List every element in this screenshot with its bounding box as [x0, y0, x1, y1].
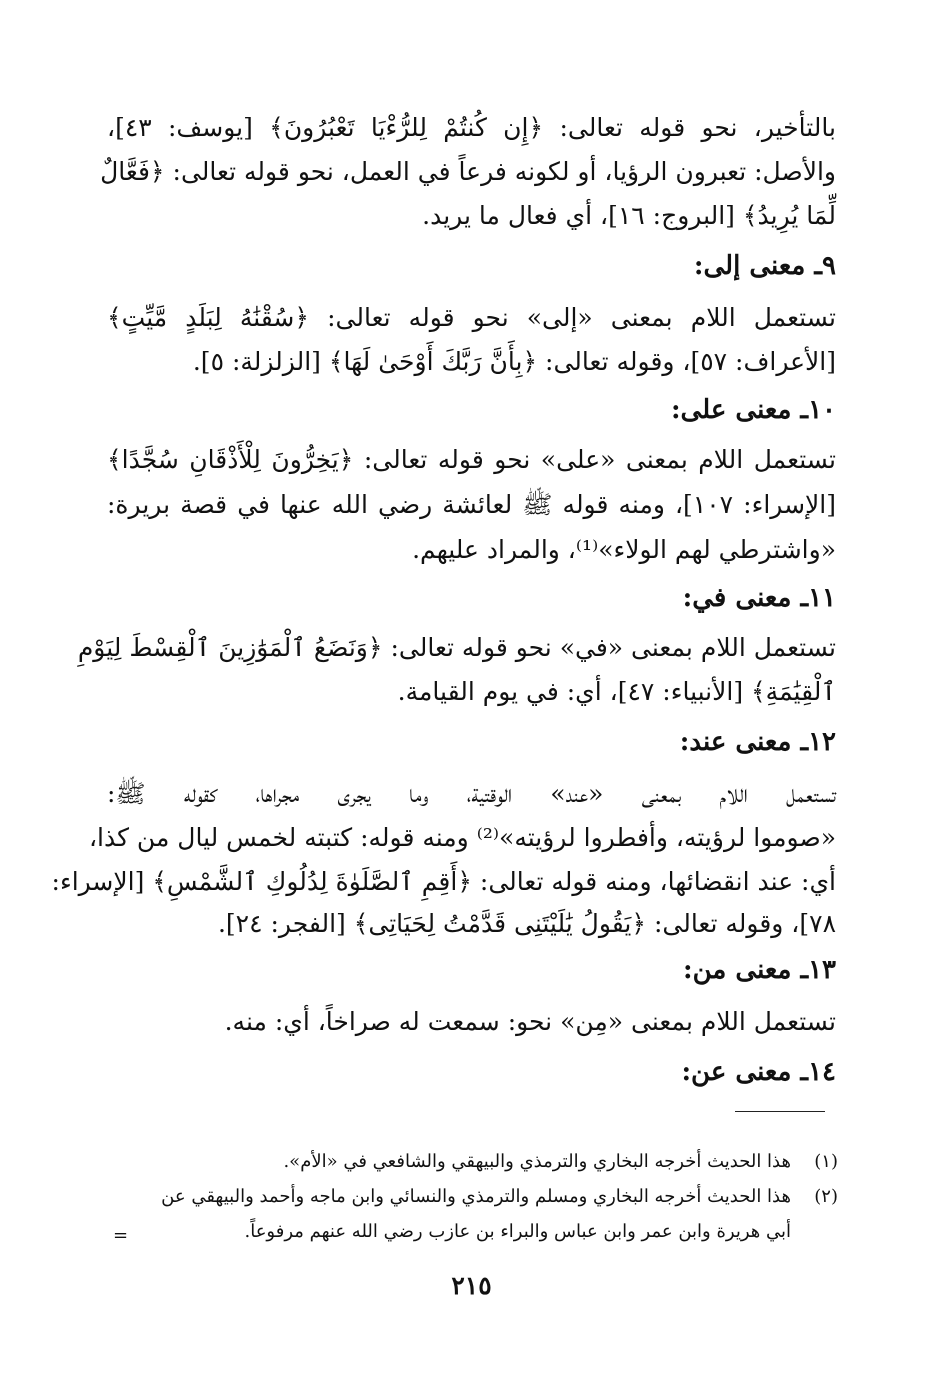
body-line: «واشترطي لهم الولاء»⁽¹⁾، والمراد عليهم. [412, 535, 836, 564]
body-line: ٱلْقِيَٰمَةِ﴾ [الأنبياء: ٤٧]، أي: في يوم القيامة. [397, 677, 836, 706]
body-line: تستعمل اللام بمعنى «إلى» نحو قوله تعالى: ﴿سُقْنَٰهُ لِبَلَدٍ مَّيِّتٍ﴾ [107, 303, 836, 332]
body-line: أي: عند انقضائها، ومنه قوله تعالى: ﴿أَقِمِ ٱلصَّلَوٰةَ لِدُلُوكِ ٱلشَّمْسِ﴾ [الإسراء: [51, 867, 836, 896]
section-heading: ١٤ـ معنى عن: [681, 1057, 836, 1087]
body-line: ٧٨]، وقوله تعالى: ﴿يَقُولُ يَٰلَيْتَنِى قَدَّمْتُ لِحَيَاتِى﴾ [الفجر: ٢٤]. [217, 909, 836, 938]
body-line: [الأعراف: ٥٧]، وقوله تعالى: ﴿بِأَنَّ رَبَّكَ أَوْحَىٰ لَهَا﴾ [الزلزلة: ٥]. [192, 347, 836, 376]
section-heading: ١٠ـ معنى على: [670, 395, 836, 425]
body-line: تستعمل اللام بمعنى «مِن» نحو: سمعت له صراخاً، أي: منه. [224, 1007, 836, 1036]
section-heading: ١١ـ معنى في: [682, 583, 836, 613]
body-line: بالتأخير، نحو قوله تعالى: ﴿إِن كُنتُمْ لِلرُّءْيَا تَعْبُرُونَ﴾ [يوسف: ٤٣]، [107, 113, 836, 142]
page-number: ٢١٥ [451, 1271, 492, 1300]
body-line: تستعمل اللام بمعنى «عند» الوقتية، وما يجرى مجراها، كقوله ﷺ: [107, 779, 836, 808]
body-line: تستعمل اللام بمعنى «على» نحو قوله تعالى: ﴿يَخِرُّونَ لِلْأَذْقَانِ سُجَّدًا﴾ [107, 445, 836, 474]
continuation-mark: = [113, 1225, 129, 1246]
body-line: [الإسراء: ١٠٧]، ومنه قوله ﷺ لعائشة رضي الله عنها في قصة بريرة: [107, 490, 836, 519]
section-heading: ١٣ـ معنى من: [683, 955, 836, 985]
footnote-text: هذا الحديث أخرجه البخاري ومسلم والترمذي والنسائي وابن ماجه وأحمد والبيهقي عن [161, 1186, 791, 1207]
footnote-number: (٢) [814, 1186, 838, 1207]
footnote-number: (١) [814, 1151, 838, 1172]
body-line: والأصل: تعبرون الرؤيا، أو لكونه فرعاً في العمل، نحو قوله تعالى: ﴿فَعَّالٌ [100, 157, 836, 186]
body-line: «صوموا لرؤيته، وأفطروا لرؤيته»⁽²⁾ ومنه قوله: كتبته لخمس ليال من كذا، [88, 823, 836, 852]
section-heading: ١٢ـ معنى عند: [679, 727, 836, 757]
footnote-text: هذا الحديث أخرجه البخاري والترمذي والبيهقي والشافعي في «الأم». [283, 1151, 791, 1172]
footnote-text: أبي هريرة وابن عمر وابن عباس والبراء بن عازب رضي الله عنهم مرفوعاً. [244, 1221, 791, 1242]
footnote-divider [735, 1111, 825, 1112]
body-line: لِّمَا يُرِيدُ﴾ [البروج: ١٦]، أي فعال ما يريد. [422, 201, 836, 230]
body-line: تستعمل اللام بمعنى «في» نحو قوله تعالى: ﴿وَنَضَعُ ٱلْمَوَٰزِينَ ٱلْقِسْطَ لِيَوْمِ [77, 633, 836, 662]
section-heading: ٩ـ معنى إلى: [693, 251, 836, 281]
